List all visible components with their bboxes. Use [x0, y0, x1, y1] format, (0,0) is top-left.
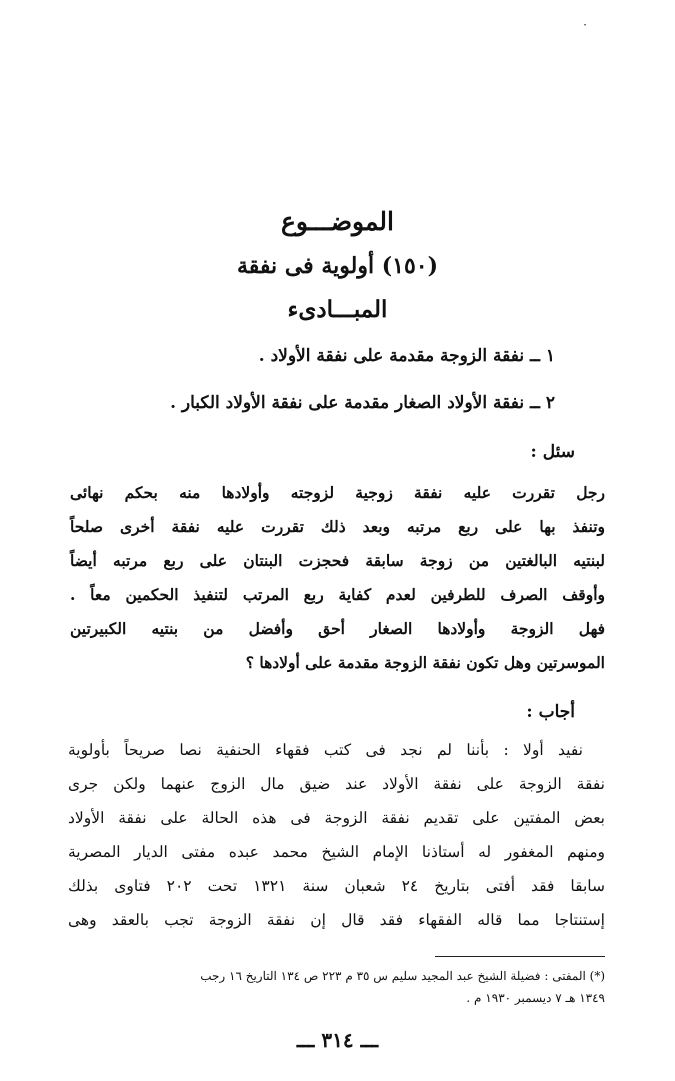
question-line: رجل تقررت عليه نفقة زوجية لزوجته وأولادها منه بحكم نهائى — [70, 483, 605, 502]
answer-text — [68, 735, 605, 939]
question-line: الموسرتين وهل تكون نفقة الزوجة مقدمة على أولادها ؟ — [245, 653, 605, 672]
answer-line: بعض المفتين على تقديم نفقة الزوجة فى هذه الحالة على نفقة الأولاد — [68, 809, 605, 827]
principle-item: ١ ــ نفقة الزوجة مقدمة على نفقة الأولاد . — [258, 346, 555, 366]
question-line: وأوقف الصرف للطرفين لعدم كفاية ربع المرتب لتنفيذ الحكمين معاً . — [70, 585, 605, 604]
question-line: لبنتيه البالغتين من زوجة سابقة فحجزت البنتان على ربع مرتبه أيضاً — [70, 551, 605, 570]
answer-label: أجاب : — [526, 702, 575, 722]
footnote-line: ١٣٤٩ هـ ٧ ديسمبر ١٩٣٠ م . — [466, 991, 605, 1005]
answer-line: إستنتاجا مما قاله الفقهاء فقد قال إن نفقة الزوجة تجب بالعقد وهى — [68, 911, 605, 929]
footnote-line: (*) المفتى : فضيلة الشيخ عبد المجيد سليم س ٣٥ م ٢٢٣ ص ١٣٤ التاريخ ١٦ رجب — [200, 969, 605, 983]
page-speck: · — [583, 18, 587, 32]
page-number: ـــ ٣١٤ ـــ — [296, 1028, 379, 1052]
answer-line: نفيد أولا : بأننا لم نجد فى كتب فقهاء الحنفية نصا صريحاً بأولوية — [68, 741, 583, 759]
principles-list — [40, 342, 555, 436]
footnote-divider — [435, 956, 605, 957]
principle-item: ٢ ــ نفقة الأولاد الصغار مقدمة على نفقة الأولاد الكبار . — [170, 393, 555, 413]
principles-heading: المبـــادىء — [287, 296, 388, 323]
fatwa-title: (١٥٠) أولوية فى نفقة — [236, 253, 438, 279]
question-line: وتنفذ بها على ربع مرتبه وبعد ذلك تقررت عليه نفقة أخرى صلحاً — [70, 517, 605, 536]
answer-line: سابقا فقد أفتى بتاريخ ٢٤ شعبان سنة ١٣٢١ تحت ٢٠٢ فتاوى بذلك — [68, 877, 605, 895]
question-label: سئل : — [530, 442, 575, 462]
question-line: فهل الزوجة وأولادها الصغار أحق وأفضل من بنتيه الكبيرتين — [70, 619, 605, 638]
answer-line: نفقة الزوجة على نفقة الأولاد عند ضيق مال الزوج عنهما ولكن جرى — [68, 775, 605, 793]
question-text — [70, 478, 605, 682]
footnote — [68, 965, 605, 1009]
answer-line: ومنهم المغفور له أستاذنا الإمام الشيخ محمد عبده مفتى الديار المصرية — [68, 843, 605, 861]
topic-heading: الموضـــوع — [281, 207, 394, 236]
